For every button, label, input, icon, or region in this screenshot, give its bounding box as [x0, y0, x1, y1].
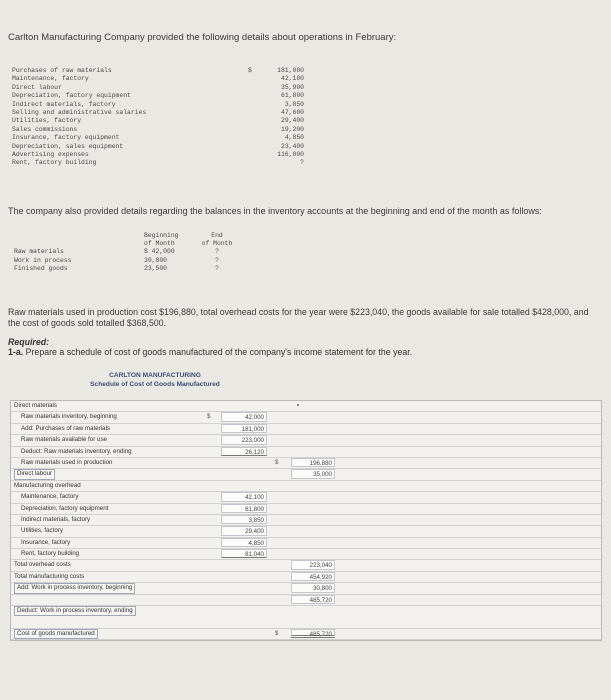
required-number: 1-a.: [8, 347, 24, 357]
schedule-row: [11, 606, 601, 629]
schedule-row: [11, 572, 601, 583]
schedule-row: [11, 458, 601, 469]
intro-text: Carlton Manufacturing Company provided the following details about operations in February:: [8, 32, 397, 43]
cost-row: [12, 151, 304, 159]
cost-row: [12, 134, 304, 142]
cost-label: Depreciation, sales equipment: [12, 142, 124, 150]
cost-row: [12, 159, 304, 167]
total-input[interactable]: 485,720: [291, 595, 335, 604]
cost-row: [12, 92, 304, 100]
balance-row: [14, 265, 254, 274]
dollar-sign: [248, 84, 264, 92]
balance-row: [14, 248, 254, 257]
balance-beginning: 23,500: [144, 265, 168, 273]
header-beginning: Beginning: [144, 232, 179, 239]
cost-row: [12, 143, 304, 151]
cost-label: Direct labour: [12, 83, 62, 91]
amount-input[interactable]: 29,400: [221, 526, 267, 535]
schedule-label[interactable]: Rent, factory building: [21, 550, 80, 558]
balance-end: ?: [215, 248, 219, 255]
schedule-row: [11, 447, 601, 458]
schedule-label[interactable]: Indirect materials, factory: [21, 515, 91, 523]
cost-list: [12, 67, 304, 168]
cost-row: [12, 117, 304, 125]
amount-input[interactable]: 81,040: [221, 549, 267, 558]
cost-value: 116,000: [277, 150, 304, 158]
schedule-row: [11, 435, 601, 446]
cost-label: Utilities, factory: [12, 117, 82, 125]
required-section: [8, 337, 412, 357]
dollar-sign: [248, 101, 264, 109]
schedule-label[interactable]: Raw materials inventory, beginning: [21, 413, 117, 421]
cost-value: 3,850: [284, 100, 304, 108]
schedule-row: [11, 560, 601, 571]
schedule-label[interactable]: Deduct: Work in process inventory, ending: [14, 606, 136, 616]
balance-beginning: 30,800: [144, 256, 168, 264]
cost-row: [12, 126, 304, 134]
total-input[interactable]: 30,800: [291, 583, 335, 592]
dollar-sign: [248, 75, 264, 83]
cost-value: 4,850: [284, 134, 304, 142]
balances-intro: The company also provided details regarding the balances in the inventory accounts at the beginning and end of the month as follows:: [8, 206, 542, 216]
schedule-label[interactable]: Raw materials available for use: [21, 436, 107, 444]
cost-value: 42,100: [280, 75, 304, 83]
schedule-label: Manufacturing overhead: [14, 481, 81, 489]
balance-label: Work in process: [14, 256, 72, 264]
schedule-company: CARLTON MANUFACTURING: [109, 372, 201, 379]
cost-label: Purchases of raw materials: [12, 67, 112, 74]
total-input[interactable]: 35,000: [291, 469, 335, 478]
cost-label: Selling and administrative salaries: [12, 108, 147, 116]
schedule-label: Direct materials: [14, 402, 57, 409]
amount-input[interactable]: 42,000: [221, 412, 267, 421]
total-input[interactable]: 485,720: [291, 629, 335, 638]
schedule-row: [11, 401, 601, 412]
schedule-label[interactable]: Direct labour: [14, 469, 55, 479]
schedule-row: [11, 538, 601, 549]
schedule-row: [11, 595, 601, 606]
balance-end: ?: [215, 265, 219, 273]
balance-row: [14, 257, 254, 266]
cost-label: Sales commissions: [12, 125, 78, 133]
header-end-sub: of Month: [201, 240, 233, 247]
cost-label: Rent, factory building: [12, 159, 97, 167]
schedule-row: [11, 549, 601, 560]
total-input[interactable]: 223,040: [291, 560, 335, 569]
schedule-label[interactable]: Utilities, factory: [21, 527, 63, 535]
cost-value: ?: [300, 159, 304, 167]
cost-value: 181,000: [277, 67, 304, 74]
cost-row: [12, 67, 304, 75]
required-title: Required:: [8, 337, 50, 347]
inventory-balances-table: [14, 232, 254, 274]
schedule-row: [11, 424, 601, 435]
schedule-row: [11, 629, 601, 640]
balance-label: Finished goods: [14, 265, 68, 273]
cost-label: Depreciation, factory equipment: [12, 92, 131, 100]
schedule-row: [11, 481, 601, 492]
schedule-label[interactable]: Deduct: Raw materials inventory, ending: [21, 447, 132, 455]
schedule-row: [11, 515, 601, 526]
schedule-label: Total overhead costs: [14, 561, 71, 569]
schedule-header: [10, 372, 300, 388]
cost-label: Maintenance, factory: [12, 75, 89, 83]
schedule-label[interactable]: Cost of goods manufactured: [14, 629, 98, 639]
dollar-sign: [248, 117, 264, 125]
cost-row: [12, 75, 304, 83]
balance-beginning: $ 42,000: [144, 248, 175, 255]
dollar-sign: [248, 92, 264, 100]
schedule-row: [11, 583, 601, 594]
info-paragraph: Raw materials used in production cost $196,880, total overhead costs for the year were $223,040, the goods available for sale totalled $428,000, and the cost of goods sold totalled $368,500.: [8, 307, 589, 328]
header-beginning-sub: of Month: [144, 240, 175, 247]
cost-row: [12, 84, 304, 92]
amount-input[interactable]: 3,850: [221, 515, 267, 524]
dollar-sign: [248, 143, 264, 151]
total-input[interactable]: 454,920: [291, 572, 335, 581]
amount-input[interactable]: 42,100: [221, 492, 267, 501]
dollar-sign: [248, 109, 264, 117]
cost-row: [12, 101, 304, 109]
schedule-label: Total manufacturing costs: [14, 572, 85, 580]
marker-dot: [297, 404, 299, 406]
schedule-row: [11, 492, 601, 503]
cost-value: 61,800: [280, 92, 304, 100]
schedule-label[interactable]: Add: Work in process inventory, beginning: [14, 583, 135, 593]
total-input[interactable]: 196,880: [291, 458, 335, 467]
dollar-sign: $: [248, 67, 252, 74]
dollar-sign: $: [275, 630, 279, 638]
amount-input[interactable]: 26,120: [221, 447, 267, 456]
amount-input[interactable]: 4,850: [221, 538, 267, 547]
dollar-sign: [248, 159, 264, 167]
dollar-sign: $: [207, 413, 211, 421]
dollar-sign: $: [275, 458, 279, 466]
cost-row: [12, 109, 304, 117]
amount-input[interactable]: 181,000: [221, 424, 267, 433]
cost-value: 35,900: [280, 83, 304, 91]
amount-input[interactable]: 223,000: [221, 435, 267, 444]
schedule-label[interactable]: Depreciation, factory equipment: [21, 504, 109, 512]
dollar-sign: [248, 151, 264, 159]
amount-input[interactable]: 61,800: [221, 504, 267, 513]
cost-label: Indirect materials, factory: [12, 100, 116, 108]
dollar-sign: [248, 126, 264, 134]
schedule-title: Schedule of Cost of Goods Manufactured: [90, 381, 220, 388]
schedule-row: [11, 412, 601, 423]
cost-label: Insurance, factory equipment: [12, 134, 120, 142]
header-end: End: [211, 232, 223, 239]
schedule-label[interactable]: Raw materials used in production: [21, 458, 113, 466]
schedule-label[interactable]: Add: Purchases of raw materials: [21, 424, 111, 432]
dollar-sign: [248, 134, 264, 142]
cost-value: 19,200: [280, 125, 304, 133]
cost-value: 29,400: [280, 117, 304, 125]
schedule-row: [11, 469, 601, 480]
schedule-row: [11, 504, 601, 515]
required-text: Prepare a schedule of cost of goods manufactured of the company's income statement for the year.: [25, 347, 413, 357]
schedule-table: [10, 400, 602, 641]
cost-value: 47,600: [280, 108, 304, 116]
schedule-row: [11, 526, 601, 537]
schedule-label[interactable]: Insurance, factory: [21, 538, 71, 546]
schedule-label[interactable]: Maintenance, factory: [21, 493, 79, 501]
balance-label: Raw materials: [14, 248, 64, 255]
balance-end: ?: [215, 256, 219, 264]
cost-label: Advertising expenses: [12, 150, 89, 158]
cost-value: 23,400: [280, 142, 304, 150]
